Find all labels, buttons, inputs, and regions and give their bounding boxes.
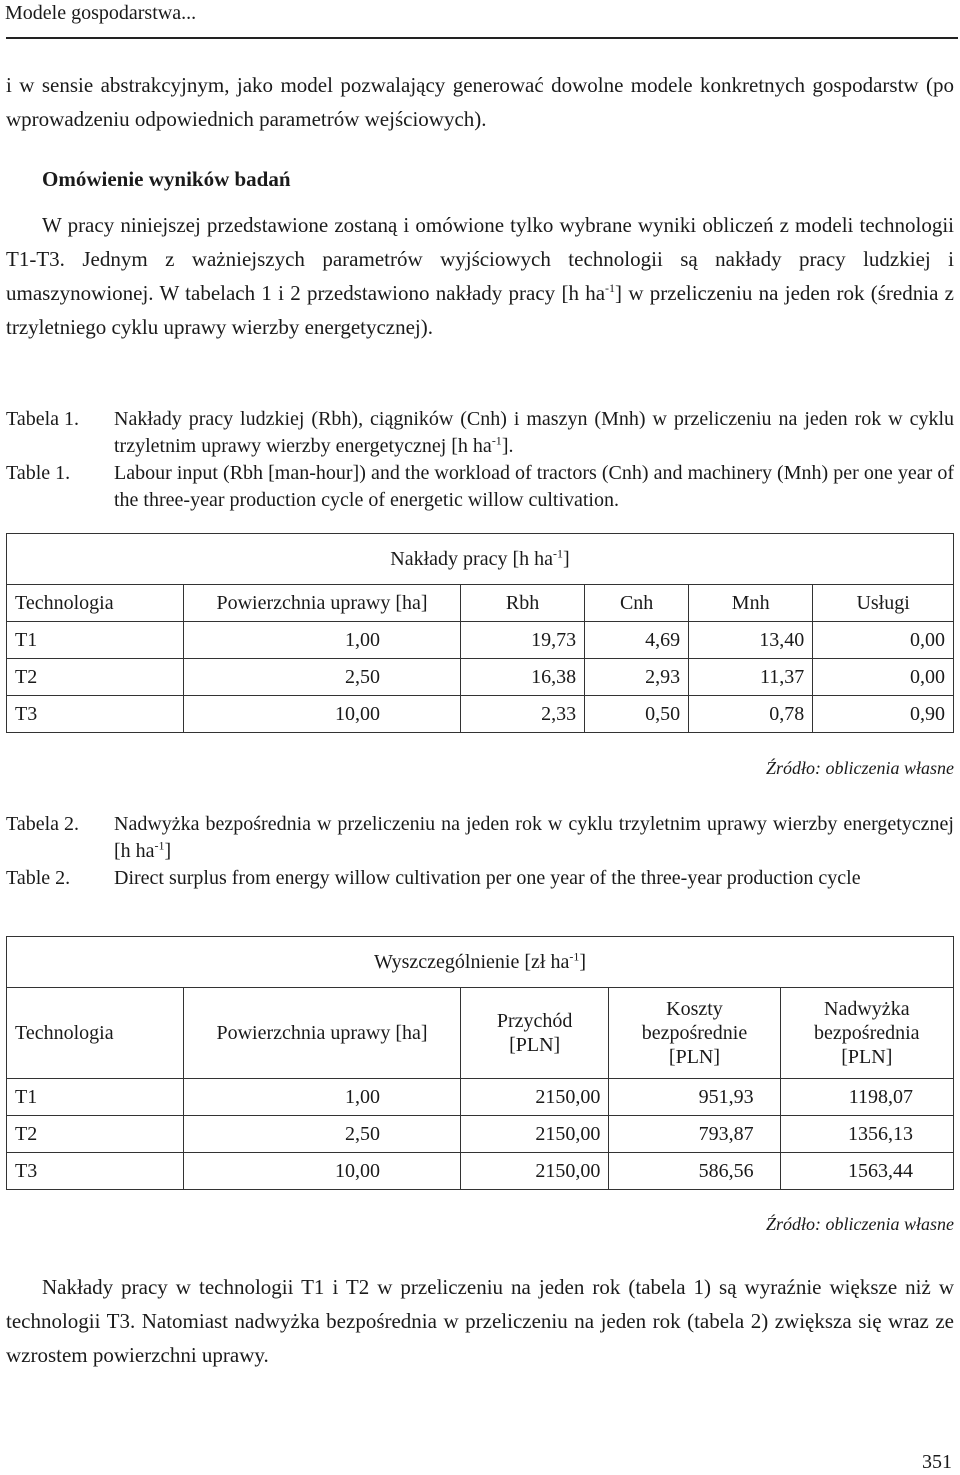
table2	[6, 936, 954, 1190]
table2-group-header-text-b: ]	[579, 951, 587, 973]
table2-col-header: Nadwyżka bezpośrednia [PLN]	[780, 988, 953, 1079]
table-cell: 0,00	[813, 622, 954, 659]
table2-caption-pl-text-a: Nadwyżka bezpośrednia w przeliczeniu na jeden rok w cyklu trzyletnim uprawy wierzby energetycznej [h ha	[114, 813, 954, 862]
table1-source: Źródło: obliczenia własne	[766, 758, 954, 778]
table1-caption-pl	[114, 406, 954, 460]
table-cell: 1,00	[184, 622, 461, 659]
table2-col-header: Powierzchnia uprawy [ha]	[184, 988, 461, 1079]
table1-caption	[6, 406, 954, 514]
table-cell: 16,38	[461, 659, 585, 696]
table2-caption-pl-label: Tabela 2.	[6, 813, 80, 835]
table2-caption	[6, 811, 954, 892]
table-cell: 0,90	[813, 696, 954, 733]
table-cell: 19,73	[461, 622, 585, 659]
table-cell: 0,00	[813, 659, 954, 696]
table-cell: T3	[7, 1153, 184, 1190]
table2-group-header-text-a: Wyszczególnienie [zł ha	[373, 951, 570, 973]
body-paragraph-1-sup: -1	[605, 281, 616, 295]
table-cell: 10,00	[184, 696, 461, 733]
table-cell: 0,78	[689, 696, 813, 733]
table1-col-header: Powierzchnia uprawy [ha]	[184, 585, 461, 622]
body-paragraph-1-text-b: ] w przeliczeniu na jeden rok (średnia z trzyletniego cyklu uprawy wierzby energetycznej).	[6, 281, 954, 339]
table-cell: 4,69	[585, 622, 689, 659]
table-cell: T1	[7, 1079, 184, 1116]
table1-caption-en: Labour input (Rbh [man-hour]) and the workload of tractors (Cnh) and machinery (Mnh) per one year of the three-year production cycle of energetic willow cultivation.	[114, 462, 954, 511]
table1-caption-pl-sup: -1	[491, 433, 502, 448]
table1-caption-pl-text-a: Nakłady pracy ludzkiej (Rbh), ciągników (Cnh) i maszyn (Mnh) w przeliczeniu na jeden rok w cyklu trzyletnim uprawy wierzby energetycznej [h ha	[114, 408, 954, 457]
table2-group-header	[7, 937, 954, 988]
intro-paragraph: i w sensie abstrakcyjnym, jako model pozwalający generować dowolne modele konkretnych gospodarstw (po wprowadzeniu odpowiednich parametrów wejściowych).	[6, 73, 954, 131]
table2-source: Źródło: obliczenia własne	[766, 1214, 954, 1234]
table-cell: 11,37	[689, 659, 813, 696]
table-cell: 13,40	[689, 622, 813, 659]
table-cell: 2,33	[461, 696, 585, 733]
section-heading: Omówienie wyników badań	[42, 167, 291, 191]
table2-col-header: Koszty bezpośrednie [PLN]	[609, 988, 780, 1079]
table-row	[7, 659, 954, 696]
table2-caption-en: Direct surplus from energy willow cultivation per one year of the three-year production cycle	[114, 867, 861, 889]
table-cell: 2150,00	[461, 1153, 609, 1190]
table2-col-header: Przychód [PLN]	[461, 988, 609, 1079]
table-row	[7, 696, 954, 733]
table-cell: 2,50	[184, 659, 461, 696]
table-row	[7, 1153, 954, 1190]
table1-group-header-sup: -1	[553, 546, 564, 561]
table-cell: 1563,44	[780, 1153, 953, 1190]
table1-group-header-text-a: Nakłady pracy [h ha	[390, 548, 554, 570]
running-header: Modele gospodarstwa...	[5, 2, 197, 24]
table1-group-header-text-b: ]	[563, 548, 570, 570]
table2-col-header: Technologia	[7, 988, 184, 1079]
closing-paragraph: Nakłady pracy w technologii T1 i T2 w przeliczeniu na jeden rok (tabela 1) są wyraźnie większe niż w technologii T3. Natomiast nadwyżka bezpośrednia w przeliczeniu na jeden rok (tabela 2) zwiększa się wraz ze wzrostem powierzchni uprawy.	[6, 1275, 954, 1367]
table-row	[7, 1116, 954, 1153]
table-row	[7, 622, 954, 659]
body-paragraph-1-text-a: W pracy niniejszej przedstawione zostaną i omówione tylko wybrane wyniki obliczeń z modeli technologii T1-T3. Jednym z ważniejszych parametrów wyjściowych technologii są nakłady pracy ludzkiej i umaszynowionej. W tabelach 1 i 2 przedstawiono nakłady pracy [h ha	[6, 213, 954, 305]
table-cell: 1,00	[184, 1079, 461, 1116]
table-cell: 586,56	[609, 1153, 780, 1190]
table-cell: 1198,07	[780, 1079, 953, 1116]
table-cell: 2150,00	[461, 1116, 609, 1153]
table1-col-header: Cnh	[585, 585, 689, 622]
table1-caption-pl-label: Tabela 1.	[6, 408, 80, 430]
table1-col-header: Rbh	[461, 585, 585, 622]
header-rule	[6, 37, 958, 39]
table1	[6, 533, 954, 733]
table2-caption-pl	[114, 811, 954, 865]
table-cell: T3	[7, 696, 184, 733]
table-cell: 793,87	[609, 1116, 780, 1153]
table-row	[7, 1079, 954, 1116]
table2-group-header-sup: -1	[569, 949, 580, 964]
body-paragraph-1	[6, 208, 954, 344]
table1-col-header: Mnh	[689, 585, 813, 622]
page-number: 351	[922, 1451, 952, 1473]
table1-caption-pl-text-b: ].	[501, 435, 514, 457]
table-cell: 2150,00	[461, 1079, 609, 1116]
table1-col-header: Usługi	[813, 585, 954, 622]
table2-caption-pl-text-b: ]	[164, 840, 172, 862]
table2-caption-pl-sup: -1	[154, 838, 165, 853]
table-cell: T1	[7, 622, 184, 659]
table1-group-header	[7, 534, 954, 585]
table2-header-row	[7, 988, 954, 1079]
table-cell: 10,00	[184, 1153, 461, 1190]
table-cell: 0,50	[585, 696, 689, 733]
table-cell: 2,50	[184, 1116, 461, 1153]
table-cell: 2,93	[585, 659, 689, 696]
table1-caption-en-label: Table 1.	[6, 462, 71, 484]
table-cell: T2	[7, 659, 184, 696]
table1-header-row	[7, 585, 954, 622]
table2-caption-en-label: Table 2.	[6, 867, 71, 889]
table1-col-header: Technologia	[7, 585, 184, 622]
table-cell: T2	[7, 1116, 184, 1153]
table-cell: 951,93	[609, 1079, 780, 1116]
table-cell: 1356,13	[780, 1116, 953, 1153]
